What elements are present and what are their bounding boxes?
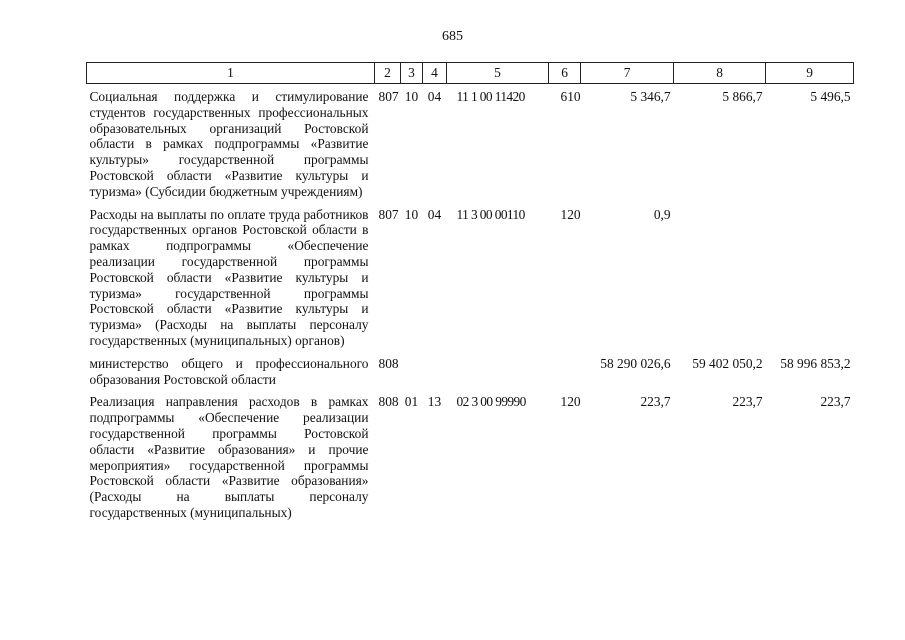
column-header-7: 7 — [581, 63, 674, 84]
amount-column-9: 5 496,5 — [810, 89, 851, 104]
subsection-code: 13 — [427, 394, 442, 410]
section-code: 10 — [404, 206, 419, 222]
target-article-code: 11 1 00 11420 — [456, 89, 525, 104]
row-description: Расходы на выплаты по оплате труда работников государственных органов Ростовской области в рамках подпрограммы «Обеспечение реализации государственной программы Ростовской области «Развитие культуры и туризма» государственной программы Ростовской области «Развитие культуры и туризма» (Расходы на выплаты персоналу государственных (муниципальных) органов) — [89, 206, 369, 348]
amount-column-8 — [674, 202, 766, 351]
amount-column-9 — [766, 202, 854, 351]
column-number-header-row — [87, 63, 854, 84]
column-header-9: 9 — [766, 63, 854, 84]
amount-column-7: 223,7 — [640, 394, 671, 410]
table-row — [87, 84, 854, 202]
column-header-8: 8 — [674, 63, 766, 84]
table-row — [87, 351, 854, 390]
column-header-2: 2 — [375, 63, 401, 84]
column-header-5: 5 — [447, 63, 549, 84]
amount-column-8: 5 866,7 — [722, 89, 763, 104]
ministry-code: 808 — [378, 394, 399, 410]
ministry-code: 808 — [378, 355, 399, 371]
expense-type-code: 120 — [560, 394, 581, 410]
row-description: Социальная поддержка и стимулирование студентов государственных профессиональных образовательных организаций Ростовской области в рамках подпрограммы «Развитие культуры» государственной программы Ростовской области «Развитие культуры и туризма» (Субсидии бюджетным учреждениям) — [89, 89, 369, 199]
section-code: 01 — [404, 394, 419, 410]
expense-type-code: 120 — [560, 206, 581, 222]
section-code — [401, 351, 423, 390]
section-code: 10 — [404, 89, 419, 104]
ministry-code: 807 — [378, 206, 399, 222]
column-header-6: 6 — [549, 63, 581, 84]
column-header-4: 4 — [423, 63, 447, 84]
budget-table — [86, 62, 854, 523]
amount-column-8: 59 402 050,2 — [692, 355, 763, 371]
amount-column-8: 223,7 — [732, 394, 763, 410]
target-article-code: 02 3 00 99990 — [456, 394, 526, 410]
target-article-code — [447, 351, 549, 390]
amount-column-9: 58 996 853,2 — [780, 355, 851, 371]
column-header-1: 1 — [87, 63, 375, 84]
subsection-code: 04 — [427, 89, 442, 104]
row-description: Реализация направления расходов в рамках подпрограммы «Обеспечение реализации государственной программы Ростовской области «Развитие образования» и прочие мероприятия» государственной программы Ростовской области «Развитие образования» (Расходы на выплаты персоналу государственных (муниципальных) — [89, 394, 369, 520]
amount-column-7: 5 346,7 — [630, 89, 671, 104]
ministry-code: 807 — [378, 89, 399, 104]
table-row — [87, 202, 854, 351]
target-article-code: 11 3 00 00110 — [456, 206, 525, 222]
expense-type-code — [549, 351, 581, 390]
amount-column-9: 223,7 — [820, 394, 851, 410]
expense-type-code: 610 — [560, 89, 581, 104]
subsection-code: 04 — [427, 206, 442, 222]
page-number: 685 — [442, 29, 463, 44]
column-header-3: 3 — [401, 63, 423, 84]
amount-column-7: 0,9 — [653, 206, 671, 222]
table-row — [87, 389, 854, 522]
subsection-code — [423, 351, 447, 390]
amount-column-7: 58 290 026,6 — [600, 355, 671, 371]
row-description: министерство общего и профессионального образования Ростовской области — [89, 355, 369, 387]
